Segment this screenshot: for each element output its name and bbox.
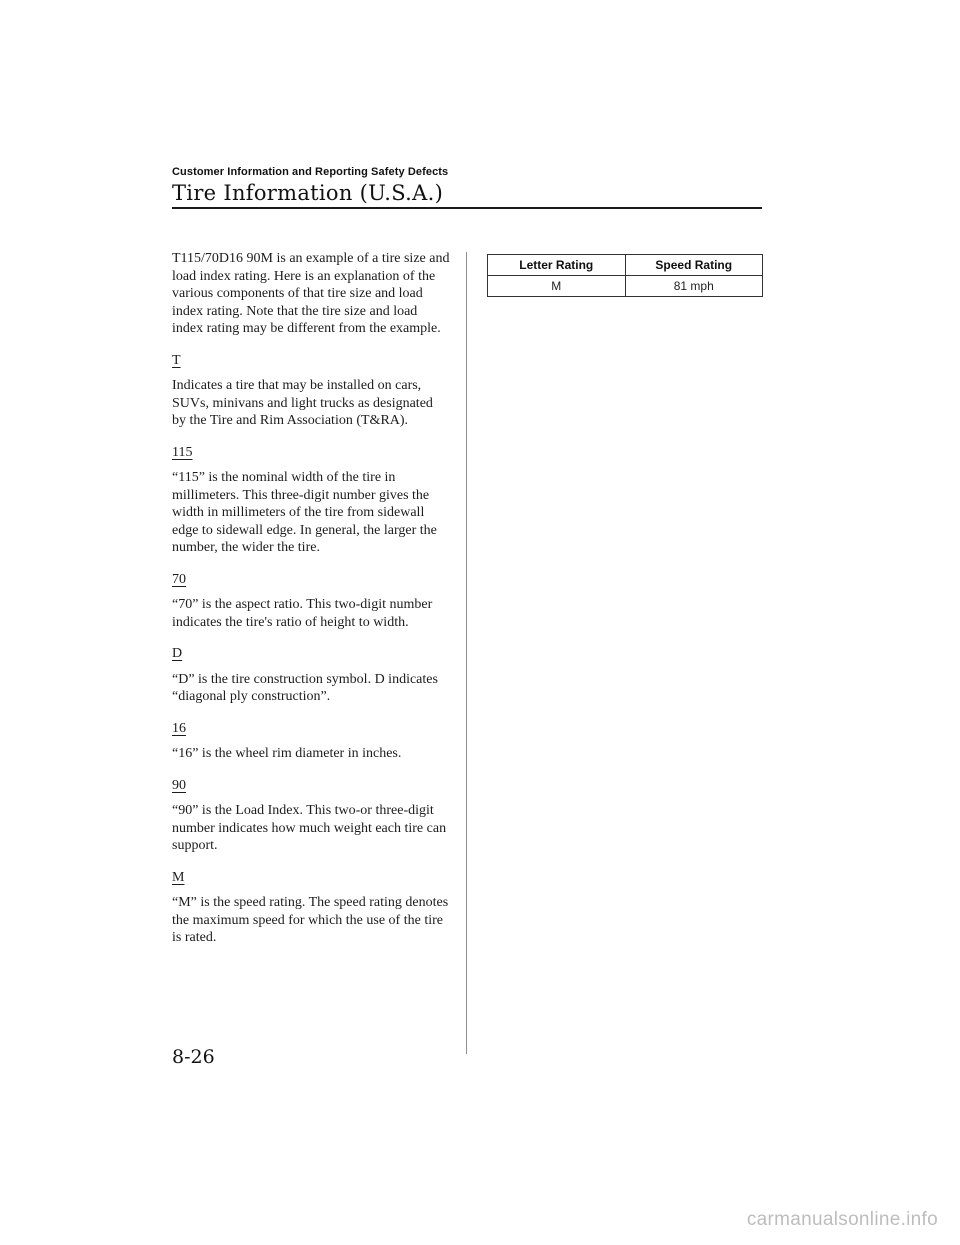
watermark: carmanualsonline.info — [746, 1209, 938, 1230]
section-16 — [172, 715, 450, 763]
section-90 — [172, 772, 450, 855]
column-divider — [466, 252, 467, 1054]
section-body: “M” is the speed rating. The speed rating denotes the maximum speed for which the use of the tire is rated. — [172, 895, 449, 945]
page-title: Tire Information (U.S.A.) — [172, 181, 444, 205]
section-body: “70” is the aspect ratio. This two-digit number indicates the tire's ratio of height to width. — [172, 597, 433, 630]
section-d — [172, 640, 450, 706]
table-cell-speed: 81 mph — [625, 276, 763, 297]
section-heading: 115 — [172, 444, 193, 460]
section-heading: T — [172, 352, 181, 368]
section-heading: 16 — [172, 720, 186, 736]
section-115 — [172, 439, 450, 557]
table-header-speed-rating: Speed Rating — [625, 255, 763, 276]
section-heading: 90 — [172, 777, 186, 793]
page-number: 8-26 — [172, 1046, 215, 1068]
section-t — [172, 347, 450, 430]
section-body: “115” is the nominal width of the tire in millimeters. This three-digit number gives the width in millimeters of the tire from sidewall edge to sidewall edge. In general, the larger the number, the wider the tire. — [172, 470, 437, 555]
section-m — [172, 864, 450, 947]
breadcrumb: Customer Information and Reporting Safety Defects — [172, 166, 449, 178]
table-header-letter-rating: Letter Rating — [488, 255, 626, 276]
body-text-column — [172, 250, 450, 947]
section-heading: 70 — [172, 571, 186, 587]
section-body: Indicates a tire that may be installed on cars, SUVs, minivans and light trucks as designated by the Tire and Rim Association (T&RA). — [172, 378, 433, 428]
section-body: “90” is the Load Index. This two-or three-digit number indicates how much weight each tire can support. — [172, 803, 447, 853]
title-rule — [172, 207, 762, 209]
table-row — [488, 276, 763, 297]
section-70 — [172, 566, 450, 632]
table-cell-letter: M — [488, 276, 626, 297]
intro-paragraph: T115/70D16 90M is an example of a tire size and load index rating. Here is an explanation of the various components of that tire size and load index rating. Note that the tire size and load index rating may be different from the example. — [172, 251, 450, 336]
section-heading: M — [172, 869, 185, 885]
speed-rating-table — [487, 254, 763, 297]
section-heading: D — [172, 646, 183, 661]
table-header-row — [488, 255, 763, 276]
section-body: “16” is the wheel rim diameter in inches. — [172, 746, 402, 761]
section-body: “D” is the tire construction symbol. D indicates “diagonal ply construction”. — [172, 671, 438, 704]
